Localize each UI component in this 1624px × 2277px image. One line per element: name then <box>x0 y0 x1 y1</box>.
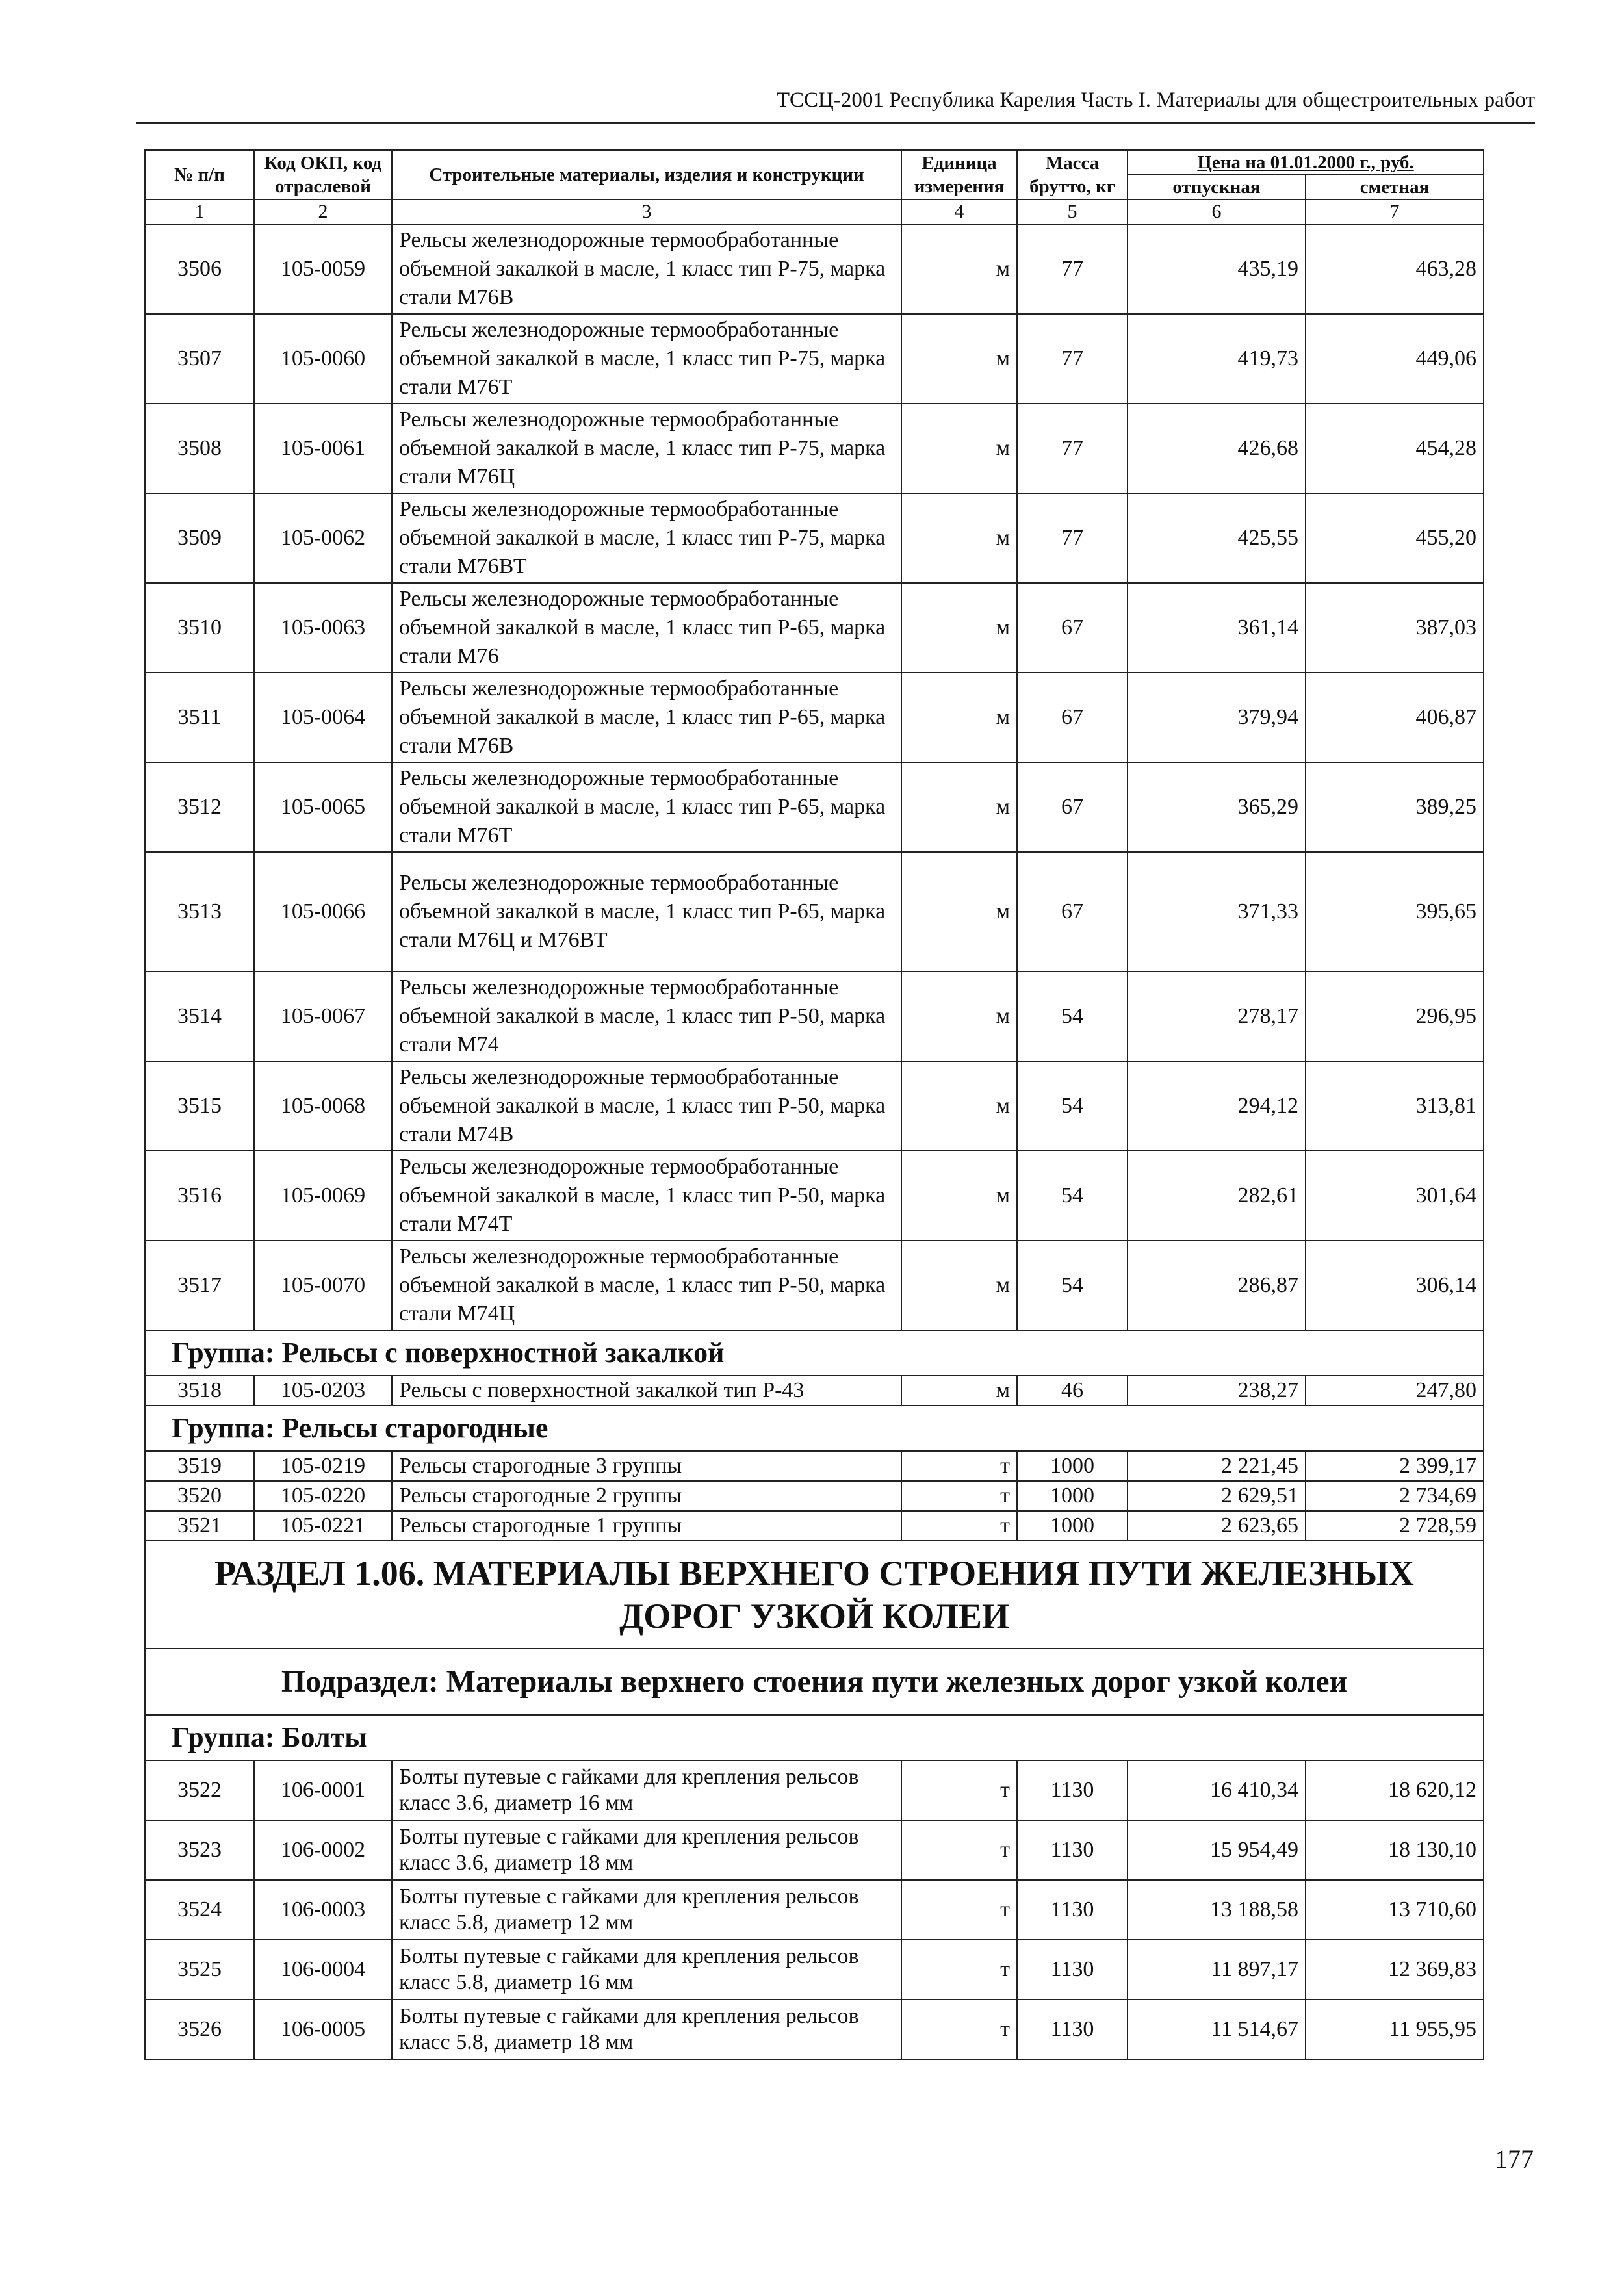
table-row <box>145 1820 1484 1880</box>
row-name: Рельсы железнодорожные термообработанные объемной закалкой в масле, 1 класс тип Р-65, марка стали М76Т <box>392 762 901 852</box>
row-code: 105-0063 <box>254 583 392 673</box>
col-header-mass: Масса брутто, кг <box>1017 150 1128 199</box>
row-release-price: 13 188,58 <box>1128 1880 1306 1940</box>
row-mass: 67 <box>1017 583 1128 673</box>
row-num: 3507 <box>145 314 254 404</box>
row-release-price: 15 954,49 <box>1128 1820 1306 1880</box>
row-code: 106-0003 <box>254 1880 392 1940</box>
row-num: 3518 <box>145 1376 254 1406</box>
row-mass: 1000 <box>1017 1481 1128 1511</box>
row-estimate-price: 406,87 <box>1306 673 1484 762</box>
group-heading-bolts: Группа: Болты <box>145 1715 1484 1760</box>
subsection-heading <box>145 1649 1484 1715</box>
row-release-price: 11 514,67 <box>1128 2000 1306 2059</box>
row-unit: т <box>901 1451 1017 1481</box>
row-code: 105-0068 <box>254 1061 392 1151</box>
row-num: 3509 <box>145 493 254 583</box>
row-release-price: 379,94 <box>1128 673 1306 762</box>
row-name: Рельсы железнодорожные термообработанные объемной закалкой в масле, 1 класс тип Р-50, марка стали М74Ц <box>392 1241 901 1330</box>
table-row <box>145 1241 1484 1330</box>
row-release-price: 278,17 <box>1128 971 1306 1061</box>
row-mass: 67 <box>1017 673 1128 762</box>
column-number: 2 <box>254 199 392 224</box>
row-num: 3524 <box>145 1880 254 1940</box>
row-estimate-price: 296,95 <box>1306 971 1484 1061</box>
row-release-price: 361,14 <box>1128 583 1306 673</box>
row-estimate-price: 454,28 <box>1306 404 1484 493</box>
row-release-price: 2 623,65 <box>1128 1511 1306 1541</box>
row-release-price: 425,55 <box>1128 493 1306 583</box>
table-row <box>145 971 1484 1061</box>
row-estimate-price: 389,25 <box>1306 762 1484 852</box>
row-release-price: 16 410,34 <box>1128 1760 1306 1820</box>
row-mass: 46 <box>1017 1376 1128 1406</box>
table-row <box>145 1481 1484 1511</box>
row-estimate-price: 2 399,17 <box>1306 1451 1484 1481</box>
row-num: 3515 <box>145 1061 254 1151</box>
col-header-estimate: сметная <box>1306 175 1484 199</box>
row-code: 106-0001 <box>254 1760 392 1820</box>
row-estimate-price: 18 620,12 <box>1306 1760 1484 1820</box>
row-estimate-price: 11 955,95 <box>1306 2000 1484 2059</box>
row-unit: т <box>901 1481 1017 1511</box>
row-name: Рельсы железнодорожные термообработанные объемной закалкой в масле, 1 класс тип Р-75, марка стали М76Т <box>392 314 901 404</box>
row-unit: м <box>901 314 1017 404</box>
row-unit: м <box>901 971 1017 1061</box>
group-heading <box>145 1715 1484 1760</box>
row-num: 3510 <box>145 583 254 673</box>
row-estimate-price: 463,28 <box>1306 224 1484 314</box>
table-row <box>145 404 1484 493</box>
row-release-price: 294,12 <box>1128 1061 1306 1151</box>
row-unit: м <box>901 852 1017 971</box>
row-mass: 1130 <box>1017 1820 1128 1880</box>
row-release-price: 435,19 <box>1128 224 1306 314</box>
row-num: 3523 <box>145 1820 254 1880</box>
row-name: Болты путевые с гайками для крепления рельсов класс 5.8, диаметр 12 мм <box>392 1880 901 1940</box>
row-mass: 54 <box>1017 1151 1128 1241</box>
col-header-name: Строительные материалы, изделия и конструкции <box>392 150 901 199</box>
row-name: Рельсы с поверхностной закалкой тип Р-43 <box>392 1376 901 1406</box>
section-title: РАЗДЕЛ 1.06. МАТЕРИАЛЫ ВЕРХНЕГО СТРОЕНИЯ ПУТИ ЖЕЛЕЗНЫХ ДОРОГ УЗКОЙ КОЛЕИ <box>145 1541 1484 1649</box>
table-row <box>145 1376 1484 1406</box>
row-code: 105-0219 <box>254 1451 392 1481</box>
row-unit: м <box>901 493 1017 583</box>
row-name: Рельсы железнодорожные термообработанные объемной закалкой в масле, 1 класс тип Р-65, марка стали М76 <box>392 583 901 673</box>
row-name: Рельсы железнодорожные термообработанные объемной закалкой в масле, 1 класс тип Р-50, марка стали М74Т <box>392 1151 901 1241</box>
row-release-price: 286,87 <box>1128 1241 1306 1330</box>
row-name: Болты путевые с гайками для крепления рельсов класс 3.6, диаметр 18 мм <box>392 1820 901 1880</box>
row-code: 105-0067 <box>254 971 392 1061</box>
row-unit: т <box>901 1880 1017 1940</box>
row-name: Рельсы железнодорожные термообработанные объемной закалкой в масле, 1 класс тип Р-75, марка стали М76Ц <box>392 404 901 493</box>
row-mass: 54 <box>1017 1241 1128 1330</box>
table-row <box>145 762 1484 852</box>
row-mass: 77 <box>1017 493 1128 583</box>
row-estimate-price: 387,03 <box>1306 583 1484 673</box>
row-unit: т <box>901 1940 1017 2000</box>
table-row <box>145 1760 1484 1820</box>
row-code: 105-0070 <box>254 1241 392 1330</box>
column-number: 4 <box>901 199 1017 224</box>
row-code: 105-0059 <box>254 224 392 314</box>
table-row <box>145 673 1484 762</box>
row-unit: м <box>901 673 1017 762</box>
row-mass: 1130 <box>1017 1880 1128 1940</box>
group-heading <box>145 1330 1484 1376</box>
table-row <box>145 1880 1484 1940</box>
row-code: 105-0064 <box>254 673 392 762</box>
row-release-price: 2 221,45 <box>1128 1451 1306 1481</box>
row-name: Рельсы старогодные 3 группы <box>392 1451 901 1481</box>
col-header-release: отпускная <box>1128 175 1306 199</box>
row-release-price: 419,73 <box>1128 314 1306 404</box>
row-estimate-price: 18 130,10 <box>1306 1820 1484 1880</box>
table-row <box>145 1940 1484 2000</box>
row-unit: м <box>901 1376 1017 1406</box>
table-row <box>145 583 1484 673</box>
row-num: 3512 <box>145 762 254 852</box>
row-estimate-price: 306,14 <box>1306 1241 1484 1330</box>
page-number: 177 <box>1495 2144 1534 2174</box>
column-number: 1 <box>145 199 254 224</box>
col-header-num: № п/п <box>145 150 254 199</box>
row-unit: т <box>901 2000 1017 2059</box>
section-heading <box>145 1541 1484 1649</box>
row-unit: т <box>901 1511 1017 1541</box>
table-header <box>145 150 1484 224</box>
col-header-code: Код ОКП, код отраслевой <box>254 150 392 199</box>
row-code: 105-0065 <box>254 762 392 852</box>
row-unit: м <box>901 1241 1017 1330</box>
row-name: Рельсы железнодорожные термообработанные объемной закалкой в масле, 1 класс тип Р-50, марка стали М74 <box>392 971 901 1061</box>
row-mass: 67 <box>1017 852 1128 971</box>
row-num: 3516 <box>145 1151 254 1241</box>
column-number: 5 <box>1017 199 1128 224</box>
row-num: 3519 <box>145 1451 254 1481</box>
row-mass: 77 <box>1017 224 1128 314</box>
row-unit: м <box>901 762 1017 852</box>
row-name: Рельсы старогодные 1 группы <box>392 1511 901 1541</box>
row-mass: 1000 <box>1017 1451 1128 1481</box>
row-release-price: 2 629,51 <box>1128 1481 1306 1511</box>
row-unit: т <box>901 1760 1017 1820</box>
row-name: Рельсы железнодорожные термообработанные объемной закалкой в масле, 1 класс тип Р-65, марка стали М76Ц и М76ВТ <box>392 852 901 971</box>
row-num: 3517 <box>145 1241 254 1330</box>
row-code: 105-0069 <box>254 1151 392 1241</box>
row-num: 3514 <box>145 971 254 1061</box>
column-numbers-row <box>145 199 1484 224</box>
row-num: 3521 <box>145 1511 254 1541</box>
row-mass: 77 <box>1017 404 1128 493</box>
group-heading-surface: Группа: Рельсы с поверхностной закалкой <box>145 1330 1484 1376</box>
row-code: 105-0220 <box>254 1481 392 1511</box>
row-code: 105-0062 <box>254 493 392 583</box>
row-release-price: 282,61 <box>1128 1151 1306 1241</box>
table-row <box>145 493 1484 583</box>
row-unit: м <box>901 404 1017 493</box>
row-num: 3506 <box>145 224 254 314</box>
row-code: 105-0221 <box>254 1511 392 1541</box>
col-header-unit: Единица измерения <box>901 150 1017 199</box>
row-unit: м <box>901 1061 1017 1151</box>
row-num: 3508 <box>145 404 254 493</box>
row-num: 3525 <box>145 1940 254 2000</box>
row-estimate-price: 2 734,69 <box>1306 1481 1484 1511</box>
row-num: 3520 <box>145 1481 254 1511</box>
table-row <box>145 1511 1484 1541</box>
table-row <box>145 1061 1484 1151</box>
row-mass: 54 <box>1017 1061 1128 1151</box>
row-num: 3511 <box>145 673 254 762</box>
row-unit: м <box>901 224 1017 314</box>
row-code: 106-0004 <box>254 1940 392 2000</box>
subsection-title: Подраздел: Материалы верхнего стоения пути железных дорог узкой колеи <box>145 1649 1484 1715</box>
row-code: 105-0061 <box>254 404 392 493</box>
row-estimate-price: 2 728,59 <box>1306 1511 1484 1541</box>
row-mass: 1130 <box>1017 1940 1128 2000</box>
group-heading <box>145 1406 1484 1451</box>
row-name: Рельсы железнодорожные термообработанные объемной закалкой в масле, 1 класс тип Р-75, марка стали М76ВТ <box>392 493 901 583</box>
row-release-price: 365,29 <box>1128 762 1306 852</box>
row-estimate-price: 13 710,60 <box>1306 1880 1484 1940</box>
row-name: Болты путевые с гайками для крепления рельсов класс 5.8, диаметр 18 мм <box>392 2000 901 2059</box>
row-estimate-price: 395,65 <box>1306 852 1484 971</box>
row-mass: 77 <box>1017 314 1128 404</box>
row-estimate-price: 449,06 <box>1306 314 1484 404</box>
table-row <box>145 1151 1484 1241</box>
row-code: 105-0060 <box>254 314 392 404</box>
table-row <box>145 224 1484 314</box>
row-name: Болты путевые с гайками для крепления рельсов класс 5.8, диаметр 16 мм <box>392 1940 901 2000</box>
table-row <box>145 2000 1484 2059</box>
column-number: 7 <box>1306 199 1484 224</box>
group-heading-old: Группа: Рельсы старогодные <box>145 1406 1484 1451</box>
col-header-price: Цена на 01.01.2000 г., руб. <box>1128 150 1484 175</box>
row-num: 3526 <box>145 2000 254 2059</box>
row-mass: 54 <box>1017 971 1128 1061</box>
table-row <box>145 852 1484 971</box>
row-name: Рельсы старогодные 2 группы <box>392 1481 901 1511</box>
row-code: 105-0066 <box>254 852 392 971</box>
column-number: 6 <box>1128 199 1306 224</box>
row-estimate-price: 455,20 <box>1306 493 1484 583</box>
row-num: 3513 <box>145 852 254 971</box>
row-release-price: 426,68 <box>1128 404 1306 493</box>
row-name: Рельсы железнодорожные термообработанные объемной закалкой в масле, 1 класс тип Р-50, марка стали М74В <box>392 1061 901 1151</box>
row-code: 106-0005 <box>254 2000 392 2059</box>
row-name: Рельсы железнодорожные термообработанные объемной закалкой в масле, 1 класс тип Р-65, марка стали М76В <box>392 673 901 762</box>
running-header: ТССЦ-2001 Республика Карелия Часть I. Материалы для общестроительных работ <box>136 86 1535 124</box>
row-code: 106-0002 <box>254 1820 392 1880</box>
row-name: Рельсы железнодорожные термообработанные объемной закалкой в масле, 1 класс тип Р-75, марка стали М76В <box>392 224 901 314</box>
row-estimate-price: 247,80 <box>1306 1376 1484 1406</box>
column-number: 3 <box>392 199 901 224</box>
row-mass: 1130 <box>1017 2000 1128 2059</box>
row-release-price: 11 897,17 <box>1128 1940 1306 2000</box>
row-mass: 1130 <box>1017 1760 1128 1820</box>
row-mass: 1000 <box>1017 1511 1128 1541</box>
row-release-price: 371,33 <box>1128 852 1306 971</box>
table-row <box>145 1451 1484 1481</box>
row-estimate-price: 313,81 <box>1306 1061 1484 1151</box>
row-unit: м <box>901 583 1017 673</box>
row-estimate-price: 301,64 <box>1306 1151 1484 1241</box>
row-num: 3522 <box>145 1760 254 1820</box>
table-row <box>145 314 1484 404</box>
row-mass: 67 <box>1017 762 1128 852</box>
row-name: Болты путевые с гайками для крепления рельсов класс 3.6, диаметр 16 мм <box>392 1760 901 1820</box>
row-unit: т <box>901 1820 1017 1880</box>
price-table <box>144 149 1484 2060</box>
row-unit: м <box>901 1151 1017 1241</box>
row-estimate-price: 12 369,83 <box>1306 1940 1484 2000</box>
row-release-price: 238,27 <box>1128 1376 1306 1406</box>
row-code: 105-0203 <box>254 1376 392 1406</box>
